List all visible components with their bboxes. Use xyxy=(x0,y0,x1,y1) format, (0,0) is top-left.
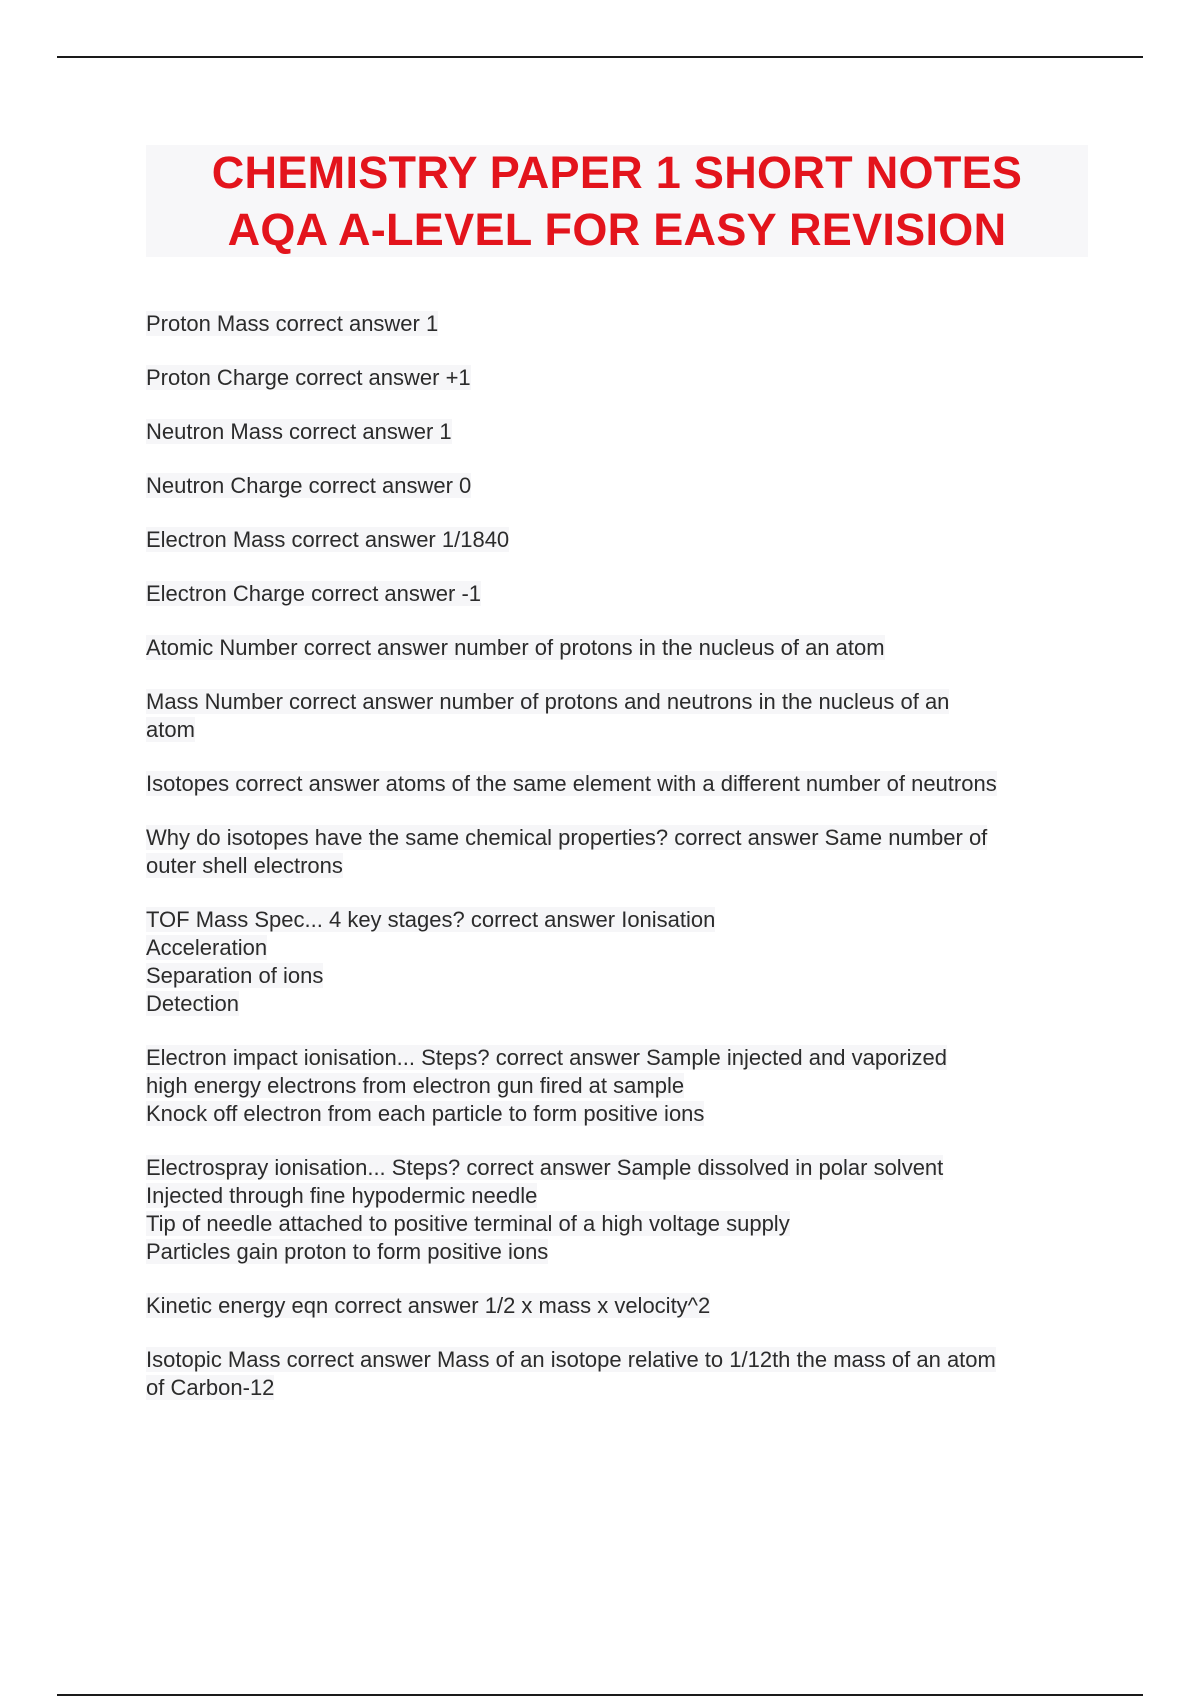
entry-line-text: Mass Number correct answer number of protons and neutrons in the nucleus of an xyxy=(146,689,950,714)
entry-line xyxy=(146,962,1106,990)
entry-line xyxy=(146,716,1106,744)
entry-line xyxy=(146,580,1106,608)
entry-line-text: Electron Mass correct answer 1/1840 xyxy=(146,527,510,552)
entry-line xyxy=(146,906,1106,934)
entry-line-text: Proton Mass correct answer 1 xyxy=(146,311,439,336)
entry-line-text: Electron Charge correct answer -1 xyxy=(146,581,482,606)
title-line-1: CHEMISTRY PAPER 1 SHORT NOTES xyxy=(211,147,1023,198)
entry-line-text: Kinetic energy eqn correct answer 1/2 x mass x velocity^2 xyxy=(146,1293,711,1318)
entry-line xyxy=(146,1210,1106,1238)
entry-line xyxy=(146,1154,1106,1182)
entry-line-text: outer shell electrons xyxy=(146,853,343,878)
flashcard-list xyxy=(146,310,1106,1428)
entry-line xyxy=(146,634,1106,662)
top-rule xyxy=(57,56,1143,58)
entry-line-text: Knock off electron from each particle to form positive ions xyxy=(146,1101,705,1126)
entry-line xyxy=(146,1374,1106,1402)
entry-line-text: Injected through fine hypodermic needle xyxy=(146,1183,538,1208)
flashcard-entry xyxy=(146,824,1106,880)
entry-line xyxy=(146,1238,1106,1266)
flashcard-entry xyxy=(146,364,1106,392)
entry-line xyxy=(146,1292,1106,1320)
entry-line-text: Particles gain proton to form positive ions xyxy=(146,1239,549,1264)
entry-line-text: Isotopic Mass correct answer Mass of an isotope relative to 1/12th the mass of an atom xyxy=(146,1347,996,1372)
entry-line-text: of Carbon-12 xyxy=(146,1375,275,1400)
entry-line-text: high energy electrons from electron gun fired at sample xyxy=(146,1073,685,1098)
flashcard-entry xyxy=(146,1154,1106,1266)
entry-line-text: Separation of ions xyxy=(146,963,324,988)
entry-line-text: Detection xyxy=(146,991,239,1016)
entry-line xyxy=(146,310,1106,338)
entry-line xyxy=(146,364,1106,392)
entry-line-text: Isotopes correct answer atoms of the same element with a different number of neutrons xyxy=(146,771,997,796)
entry-line-text: Electrospray ionisation... Steps? correct answer Sample dissolved in polar solvent xyxy=(146,1155,944,1180)
entry-line xyxy=(146,1072,1106,1100)
entry-line xyxy=(146,990,1106,1018)
entry-line xyxy=(146,688,1106,716)
flashcard-entry xyxy=(146,580,1106,608)
entry-line xyxy=(146,1346,1106,1374)
flashcard-entry xyxy=(146,526,1106,554)
title-banner xyxy=(146,145,1088,257)
entry-line xyxy=(146,1100,1106,1128)
flashcard-entry xyxy=(146,634,1106,662)
entry-line xyxy=(146,770,1106,798)
flashcard-entry xyxy=(146,418,1106,446)
flashcard-entry xyxy=(146,1346,1106,1402)
entry-line-text: TOF Mass Spec... 4 key stages? correct answer Ionisation xyxy=(146,907,716,932)
entry-line-text: Electron impact ionisation... Steps? correct answer Sample injected and vaporized xyxy=(146,1045,947,1070)
entry-line xyxy=(146,472,1106,500)
flashcard-entry xyxy=(146,1044,1106,1128)
entry-line-text: Neutron Mass correct answer 1 xyxy=(146,419,452,444)
entry-line-text: Atomic Number correct answer number of protons in the nucleus of an atom xyxy=(146,635,885,660)
title-line-2: AQA A-LEVEL FOR EASY REVISION xyxy=(227,204,1007,255)
entry-line-text: Acceleration xyxy=(146,935,268,960)
entry-line-text: Why do isotopes have the same chemical properties? correct answer Same number of xyxy=(146,825,988,850)
flashcard-entry xyxy=(146,1292,1106,1320)
flashcard-entry xyxy=(146,472,1106,500)
entry-line-text: Tip of needle attached to positive terminal of a high voltage supply xyxy=(146,1211,790,1236)
flashcard-entry xyxy=(146,310,1106,338)
entry-line-text: Proton Charge correct answer +1 xyxy=(146,365,471,390)
flashcard-entry xyxy=(146,688,1106,744)
entry-line xyxy=(146,852,1106,880)
entry-line xyxy=(146,526,1106,554)
entry-line xyxy=(146,1182,1106,1210)
entry-line xyxy=(146,934,1106,962)
entry-line xyxy=(146,824,1106,852)
bottom-rule xyxy=(57,1694,1143,1696)
entry-line-text: Neutron Charge correct answer 0 xyxy=(146,473,472,498)
flashcard-entry xyxy=(146,906,1106,1018)
flashcard-entry xyxy=(146,770,1106,798)
entry-line xyxy=(146,418,1106,446)
entry-line xyxy=(146,1044,1106,1072)
entry-line-text: atom xyxy=(146,717,195,742)
